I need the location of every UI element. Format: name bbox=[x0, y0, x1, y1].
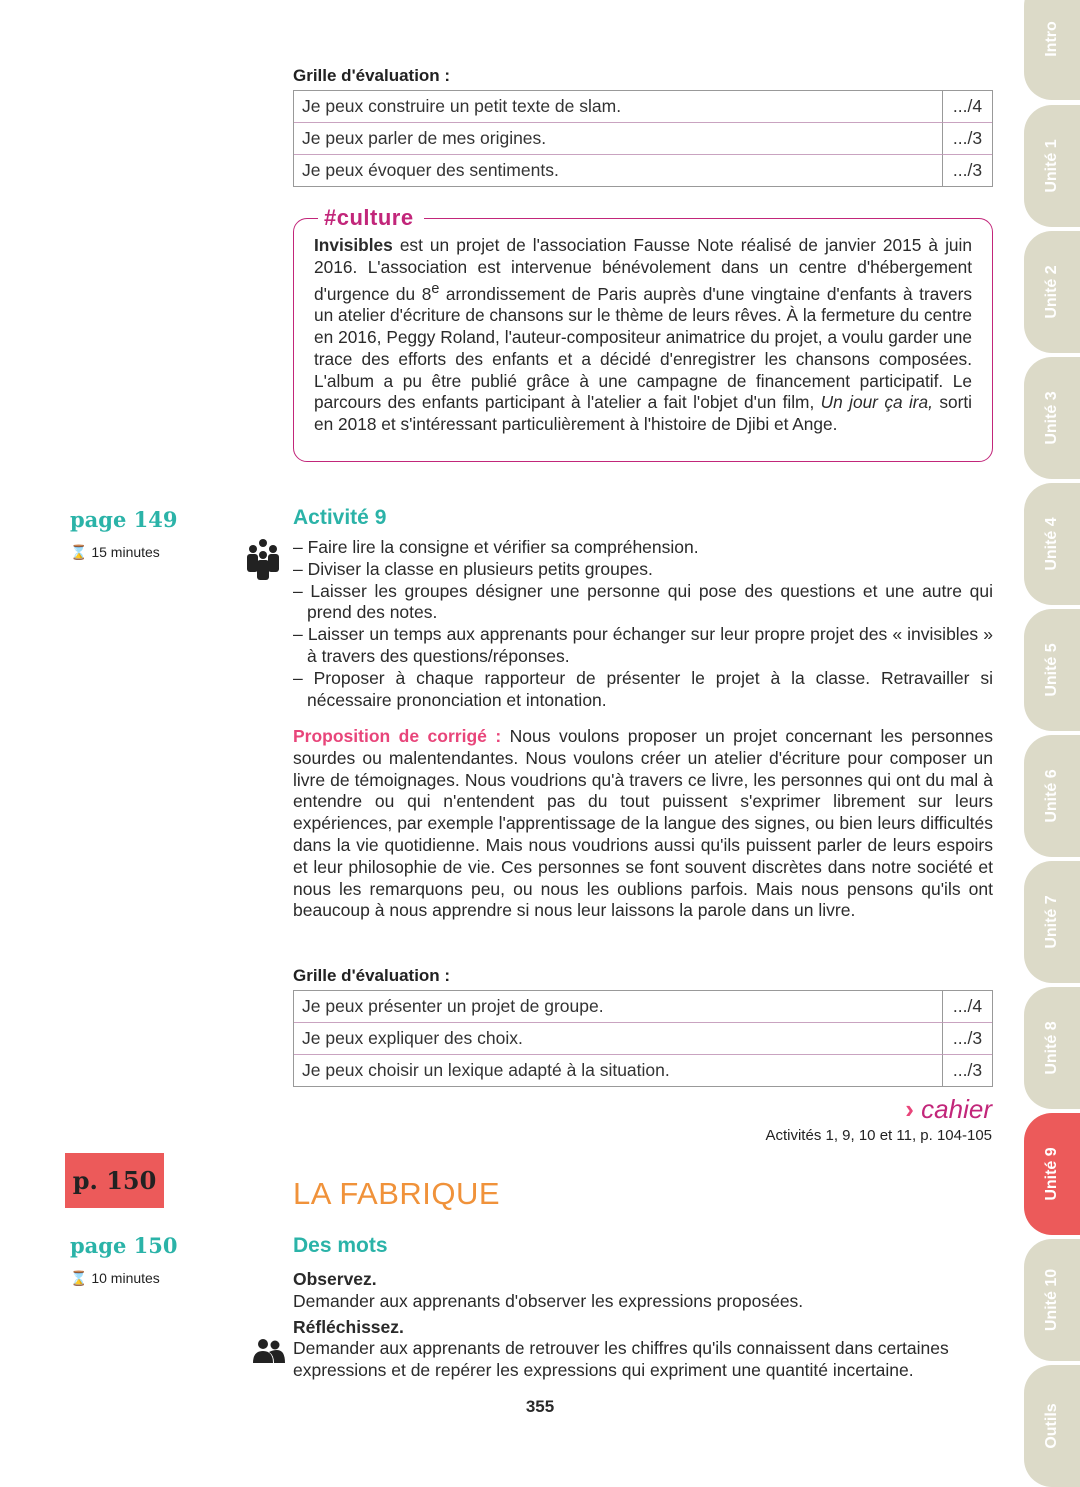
list-item: – Proposer à chaque rapporteur de présenter le projet à la classe. Retravailler si nécessaire prononciation et intonation. bbox=[293, 667, 993, 710]
table-row bbox=[294, 91, 992, 123]
corrige-label: Proposition de corrigé : bbox=[293, 726, 502, 746]
section-title: LA FABRIQUE bbox=[293, 1176, 501, 1211]
grid-title: Grille d'évaluation : bbox=[293, 66, 451, 85]
tab-label: Unité 5 bbox=[1043, 643, 1060, 697]
corrige-text: Nous voulons proposer un projet concernant les personnes sourdes ou malentendantes. Nous voulons créer un atelier d'écriture pour composer un livre de témoignages. Nous voudrions qu'à travers ce livre, les personnes qui ont du mal à entendre ou qui n'entendent pas du tout puissent s'exprimer librement sur leurs expériences, par exemple l'apprentissage de la langue des signes, ou bien leurs difficultés dans la vie quotidienne. Mais nous voudrions aussi qu'ils puissent parler de leurs espoirs et leur philosophie de vie. Ces personnes se font souvent discrètes dans notre société et nous les remarquons peu, ou nous les oublions parfois. Mais nous pensons qu'ils ont beaucoup à nous apprendre si nous leur laissons la parole dans un livre. bbox=[293, 726, 993, 921]
score: .../3 bbox=[942, 155, 992, 186]
reflect-text: Demander aux apprenants de retrouver les chiffres qu'ils connaissent dans certaines expressions et de repérer les expressions qui expriment une quantité incertaine. bbox=[293, 1338, 949, 1381]
tab-label: Unité 3 bbox=[1043, 391, 1060, 445]
tab-label: Unité 1 bbox=[1043, 139, 1060, 193]
tab-label: Unité 10 bbox=[1043, 1268, 1060, 1332]
culture-tag: #culture bbox=[318, 205, 424, 231]
tab-label: Unité 7 bbox=[1043, 895, 1060, 949]
culture-text: arrondissement de Paris auprès d'une vingtaine d'enfants à travers un atelier d'écriture de chansons sur le thème de leurs rêves. À la fermeture du centre en 2016, Peggy Roland, l'auteur-compositeur animatrice du projet, a voulu garder une trace des efforts des enfants et a décidé d'enregistrer les chansons composées. L'album a pu être publié grâce à une campagne de financement participatif. Le parcours des enfants participant à l'atelier a fait l'objet d'un film, bbox=[314, 283, 972, 413]
culture-text: sorti en 2018 et s'intéressant particulièrement à l'histoire de Djibi et Ange. bbox=[314, 392, 972, 435]
table-row bbox=[294, 123, 992, 155]
cahier-link bbox=[905, 1094, 992, 1125]
culture-box bbox=[293, 218, 993, 462]
page-ref: page 150 bbox=[70, 1233, 178, 1258]
observe-block bbox=[293, 1269, 993, 1382]
tab-unité-2[interactable] bbox=[1024, 231, 1080, 353]
criterion: Je peux présenter un projet de groupe. bbox=[294, 991, 942, 1023]
culture-bold: Invisibles bbox=[314, 235, 393, 255]
duration bbox=[70, 544, 160, 561]
reflect-heading: Réfléchissez. bbox=[293, 1316, 404, 1337]
evaluation-grid-1 bbox=[293, 90, 993, 187]
table-row bbox=[294, 1023, 992, 1055]
group-icon bbox=[246, 538, 280, 580]
duration-text: 15 minutes bbox=[91, 544, 160, 560]
table-row bbox=[294, 155, 992, 186]
tab-unité-4[interactable] bbox=[1024, 483, 1080, 605]
list-item: – Diviser la classe en plusieurs petits groupes. bbox=[293, 558, 653, 579]
step-list bbox=[293, 537, 993, 711]
tab-label: Intro bbox=[1043, 21, 1060, 57]
corrige bbox=[293, 726, 993, 922]
criterion: Je peux parler de mes origines. bbox=[294, 123, 942, 155]
tab-unité-8[interactable] bbox=[1024, 987, 1080, 1109]
cahier-label: cahier bbox=[921, 1094, 992, 1124]
grid-title: Grille d'évaluation : bbox=[293, 966, 451, 985]
duration bbox=[70, 1270, 160, 1287]
cahier-ref: Activités 1, 9, 10 et 11, p. 104-105 bbox=[765, 1127, 992, 1144]
page-badge: p. 150 bbox=[65, 1153, 164, 1208]
hourglass-icon: ⌛ bbox=[70, 544, 88, 560]
subsection-title: Des mots bbox=[293, 1234, 388, 1257]
culture-sup: e bbox=[431, 280, 440, 297]
page-ref: page 149 bbox=[70, 507, 178, 532]
tab-unité-1[interactable] bbox=[1024, 105, 1080, 227]
tab-unité-5[interactable] bbox=[1024, 609, 1080, 731]
hourglass-icon: ⌛ bbox=[70, 1270, 88, 1286]
pair-icon bbox=[253, 1338, 285, 1364]
list-item: – Laisser les groupes désigner une personne qui pose des questions et une autre qui prend des notes. bbox=[293, 580, 993, 623]
score: .../4 bbox=[942, 91, 992, 123]
observe-heading: Observez. bbox=[293, 1269, 377, 1289]
tab-label: Unité 4 bbox=[1043, 517, 1060, 571]
score: .../3 bbox=[942, 1055, 992, 1086]
criterion: Je peux évoquer des sentiments. bbox=[302, 160, 559, 180]
tab-label: Unité 8 bbox=[1043, 1021, 1060, 1075]
culture-text: est un projet de l'association Fausse Note réalisé de janvier 2015 à juin 2016. L'association est intervenue bénévolement dans un centre d'hébergement d'urgence du 8 bbox=[314, 235, 972, 304]
activity-title: Activité 9 bbox=[293, 506, 387, 529]
tab-label: Unité 2 bbox=[1043, 265, 1060, 319]
tab-unité-9[interactable] bbox=[1024, 1113, 1080, 1235]
film-title: Un jour ça ira, bbox=[820, 392, 933, 413]
score: .../3 bbox=[942, 1023, 992, 1055]
score: .../4 bbox=[942, 991, 992, 1023]
criterion: Je peux choisir un lexique adapté à la situation. bbox=[302, 1060, 670, 1080]
tab-unité-10[interactable] bbox=[1024, 1239, 1080, 1361]
chevron-right-icon: › bbox=[905, 1094, 914, 1124]
tab-unité-7[interactable] bbox=[1024, 861, 1080, 983]
list-item: – Faire lire la consigne et vérifier sa compréhension. bbox=[293, 537, 699, 557]
tab-label: Unité 9 bbox=[1043, 1147, 1060, 1201]
table-row bbox=[294, 1055, 992, 1086]
evaluation-grid-2 bbox=[293, 990, 993, 1087]
table-row bbox=[294, 991, 992, 1023]
score: .../3 bbox=[942, 123, 992, 155]
tab-intro[interactable] bbox=[1024, 0, 1080, 100]
tab-label: Outils bbox=[1043, 1403, 1060, 1449]
criterion: Je peux construire un petit texte de slam. bbox=[294, 91, 942, 123]
page-number: 355 bbox=[525, 1397, 555, 1416]
tab-unité-6[interactable] bbox=[1024, 735, 1080, 857]
observe-text: Demander aux apprenants d'observer les expressions proposées. bbox=[293, 1290, 804, 1311]
tab-unité-3[interactable] bbox=[1024, 357, 1080, 479]
tab-label: Unité 6 bbox=[1043, 769, 1060, 823]
criterion: Je peux expliquer des choix. bbox=[294, 1023, 942, 1055]
duration-text: 10 minutes bbox=[91, 1270, 160, 1286]
tab-outils[interactable] bbox=[1024, 1365, 1080, 1487]
list-item: – Laisser un temps aux apprenants pour échanger sur leur propre projet des « invisibles » à travers des questions/réponses. bbox=[293, 624, 993, 666]
